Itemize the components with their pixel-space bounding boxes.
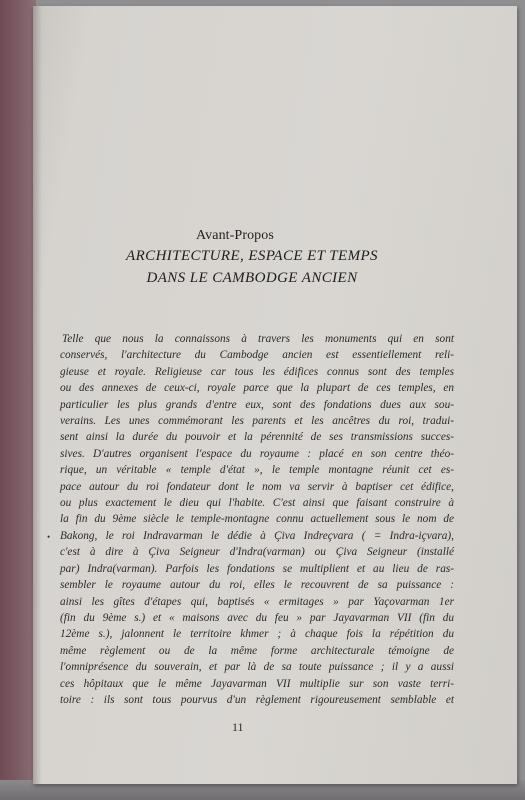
text-line: pace autour du roi fondateur dont le nom va servir à baptiser cet édifice, <box>60 480 454 493</box>
text-line: sives. D'autres organisent l'espace du royaume : placé en son centre théo- <box>60 447 454 460</box>
text-line: l'omniprésence du souverain, et par là de sa toute puissance ; il y a aussi <box>60 661 454 674</box>
chapter-title-line-2: DANS LE CAMBODGE ANCIEN <box>146 270 358 286</box>
text-line: ainsi les gîtes d'étapes qui, baptisés « ermitages » par Yaçovarman 1er <box>60 595 454 608</box>
binding-strip <box>0 0 36 800</box>
margin-mark: • <box>47 532 51 542</box>
text-line: verains. Les unes commémorant les parents et les ancêtres du roi, tradui- <box>60 415 454 428</box>
text-line: Telle que nous la connaissons à travers les monuments qui en sont <box>62 333 454 345</box>
text-line: 12ème s.), jalonnent le territoire khmer ; à chaque fois la répétition du <box>60 628 454 641</box>
page-gutter-shadow <box>33 6 42 784</box>
text-line: toire : ils sont tous pourvus d'un règlement rigoureusement semblable et <box>60 693 454 706</box>
text-line: c'est à dire à Çiva Seigneur d'Indra(varman) ou Çiva Seigneur (installé <box>60 546 454 559</box>
text-line: particulier les plus grands d'entre eux, sont des fondations dues aux sou- <box>60 398 454 411</box>
text-line: ou des annexes de ceux-ci, royale parce que la plupart de ces temples, en <box>60 382 454 395</box>
text-line: ou plus exactement le dieu qui l'habite. C'est ainsi que faisant construire à <box>60 497 454 510</box>
text-line: Bakong, le roi Indravarman le dédie à Çiva Indreçvara ( = Indra-içvara), <box>60 529 454 542</box>
text-line: sembler le royaume autour du roi, elles le recouvrent de sa puissance : <box>60 579 454 592</box>
text-line: conservés, l'architecture du Cambodge ancien est essentiellement reli- <box>60 349 454 362</box>
text-line: par) Indra(varman). Parfois les fondations se multiplient et au lieu de ras- <box>60 562 454 575</box>
text-line: rique, un véritable « temple d'état », le temple montagne réunit cet es- <box>60 464 454 477</box>
chapter-title-line-1: ARCHITECTURE, ESPACE ET TEMPS <box>126 248 378 264</box>
section-label: Avant-Propos <box>196 228 274 243</box>
text-line: la fin du 9ème siècle le temple-montagne connu actuellement sous le nom de <box>60 513 454 526</box>
text-line: ces hôpitaux que le même Jayavarman VII multiplie sur son vaste terri- <box>60 677 454 690</box>
text-line: gieuse et royale. Religieuse car tous les édifices connus sont des temples <box>60 365 454 378</box>
text-line: (fin du 9ème s.) et « maisons avec du feu » par Jayavarman VII (fin du <box>60 611 454 624</box>
text-line: même règlement ou de la même forme architecturale témoigne de <box>60 644 454 657</box>
text-line: sent ainsi la durée du pouvoir et la pérennité de ses transmissions succes- <box>60 431 454 444</box>
body-paragraph <box>60 331 454 708</box>
page-number: 11 <box>232 720 244 734</box>
